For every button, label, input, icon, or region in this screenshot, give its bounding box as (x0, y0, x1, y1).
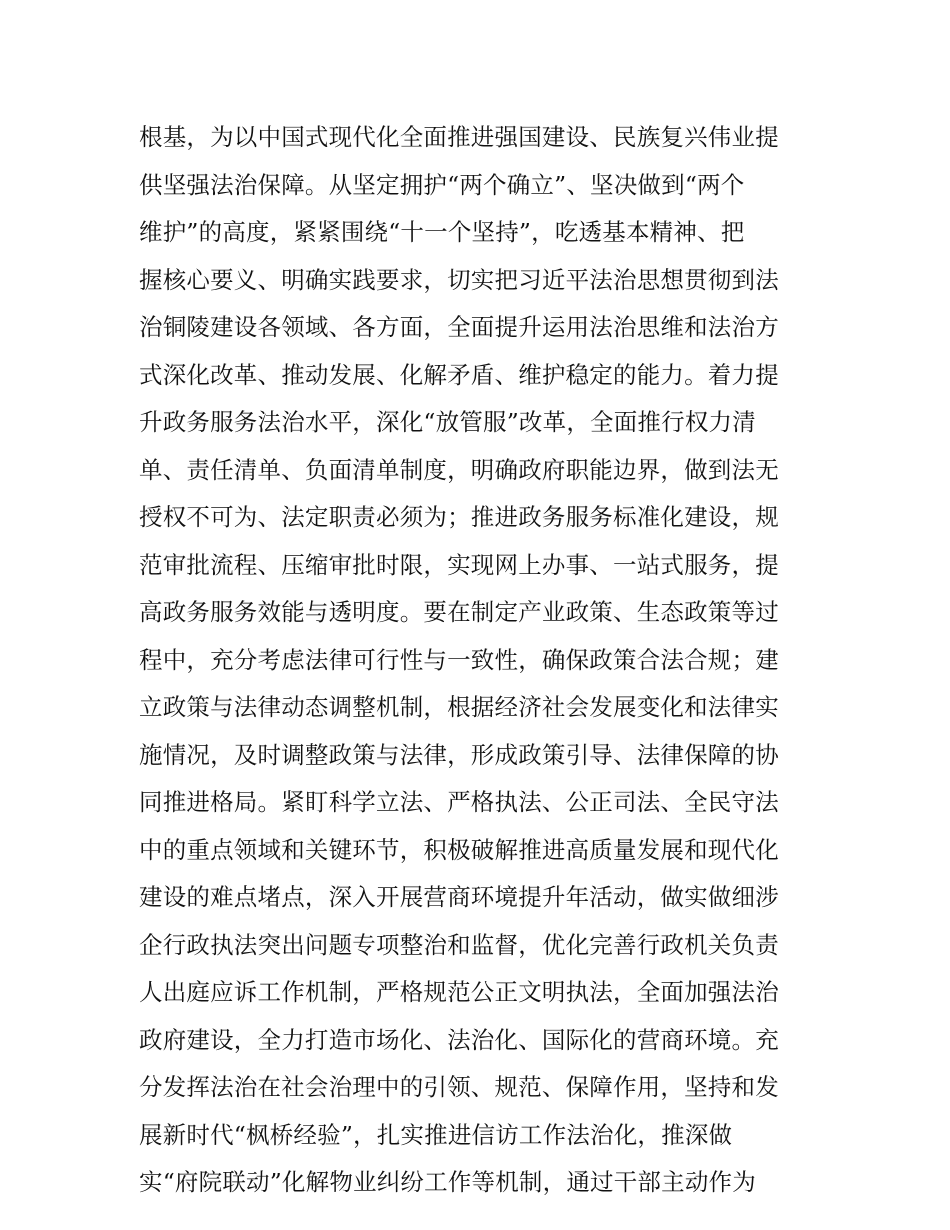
text-line: 高政务服务效能与透明度。要在制定产业政策、生态政策等过 (139, 598, 779, 626)
text-line: 展新时代“枫桥经验”，扎实推进信访工作法治化，推深做 (139, 1120, 733, 1149)
text-line: 根基，为以中国式现代化全面推进强国建设、民族复兴伟业提 (139, 123, 779, 151)
text-line: 建设的难点堵点，深入开展营商环境提升年活动，做实做细涉 (139, 883, 779, 911)
text-line: 维护”的高度，紧紧围绕“十一个坚持”，吃透基本精神、把 (139, 218, 745, 246)
text-line: 升政务服务法治水平，深化“放管服”改革，全面推行权力清 (139, 408, 756, 436)
text-line: 施情况，及时调整政策与法律，形成政策引导、法律保障的协 (139, 740, 779, 769)
text-line: 分发挥法治在社会治理中的引领、规范、保障作用，坚持和发 (139, 1073, 779, 1101)
text-line: 中的重点领域和关键环节，积极破解推进高质量发展和现代化 (139, 835, 779, 864)
text-line: 单、责任清单、负面清单制度，明确政府职能边界，做到法无 (139, 455, 779, 484)
text-line: 式深化改革、推动发展、化解矛盾、维护稳定的能力。着力提 (139, 360, 779, 389)
body-paragraph (139, 114, 819, 1207)
text-line: 供坚强法治保障。从坚定拥护“两个确立”、坚决做到“两个 (139, 170, 745, 199)
text-line: 人出庭应诉工作机制，严格规范公正文明执法，全面加强法治 (139, 978, 779, 1006)
text-line: 实“府院联动”化解物业纠纷工作等机制，通过干部主动作为 (139, 1168, 756, 1196)
text-line: 范审批流程、压缩审批时限，实现网上办事、一站式服务，提 (139, 550, 779, 579)
text-line: 程中，充分考虑法律可行性与一致性，确保政策合法合规；建 (139, 645, 779, 674)
text-line: 治铜陵建设各领域、各方面，全面提升运用法治思维和法治方 (139, 313, 779, 341)
text-line: 授权不可为、法定职责必须为；推进政务服务标准化建设，规 (139, 503, 779, 531)
text-line: 立政策与法律动态调整机制，根据经济社会发展变化和法律实 (139, 693, 779, 721)
text-line: 政府建设，全力打造市场化、法治化、国际化的营商环境。充 (139, 1025, 779, 1054)
text-line: 同推进格局。紧盯科学立法、严格执法、公正司法、全民守法 (139, 788, 779, 816)
text-line: 企行政执法突出问题专项整治和监督，优化完善行政机关负责 (139, 930, 779, 959)
text-line: 握核心要义、明确实践要求，切实把习近平法治思想贯彻到法 (139, 265, 779, 294)
